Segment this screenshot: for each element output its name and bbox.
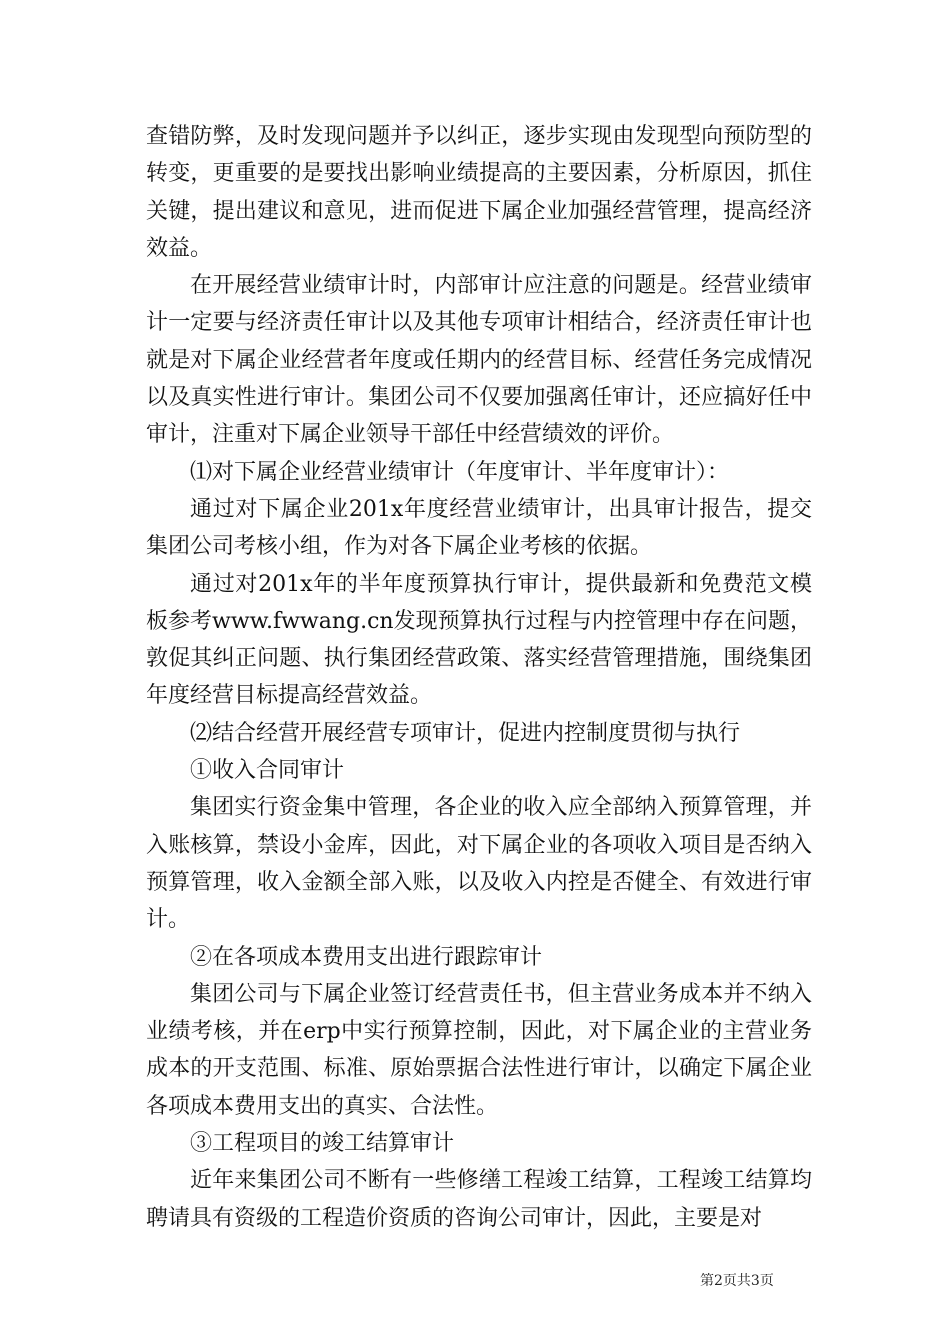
paragraph-project-settlement: 近年来集团公司不断有一些修缮工程竣工结算，工程竣工结算均聘请具有资级的工程造价资质的咨询公司审计，因此，主要是对	[146, 1168, 812, 1231]
paragraph-audit-issues: 在开展经营业绩审计时，内部审计应注意的问题是。经营业绩审计一定要与经济责任审计以及其他专项审计相结合，经济责任审计也就是对下属企业经营者年度或任期内的经营目标、经营任务完成情况以及真实性进行审计。集团公司不仅要加强离任审计，还应搞好任中审计，注重对下属企业领导干部任中经营绩效的评价。	[146, 273, 812, 448]
paragraph-half-year-audit: 通过对201x年的半年度预算执行审计，提供最新和免费范文模板参考www.fwwang.cn发现预算执行过程与内控管理中存在问题，敦促其纠正问题、执行集团经营政策、落实经营管理措施，围绕集团年度经营目标提高经营效益。	[146, 571, 812, 709]
paragraph-income-contract: 集团实行资金集中管理，各企业的收入应全部纳入预算管理，并入账核算，禁设小金库，因此，对下属企业的各项收入项目是否纳入预算管理，收入金额全部入账，以及收入内控是否健全、有效进行审计。	[146, 795, 812, 933]
paragraph-cost-tracking: 集团公司与下属企业签订经营责任书，但主营业务成本并不纳入业绩考核，并在erp中实行预算控制，因此，对下属企业的主营业务成本的开支范围、标准、原始票据合法性进行审计，以确定下属企业各项成本费用支出的真实、合法性。	[146, 981, 812, 1119]
document-body	[146, 118, 812, 1237]
subheading-income-contract: ①收入合同审计	[190, 758, 345, 784]
subheading-cost-tracking: ②在各项成本费用支出进行跟踪审计	[190, 944, 543, 970]
paragraph-annual-audit: 通过对下属企业201x年度经营业绩审计，出具审计报告，提交集团公司考核小组，作为对各下属企业考核的依据。	[146, 496, 812, 560]
paragraph-continuation: 查错防弊，及时发现问题并予以纠正，逐步实现由发现型向预防型的转变，更重要的是要找出影响业绩提高的主要因素，分析原因，抓住关键，提出建议和意见，进而促进下属企业加强经营管理，提高经济效益。	[146, 124, 812, 261]
subheading-project-settlement: ③工程项目的竣工结算审计	[190, 1131, 455, 1157]
section-heading-1: ⑴对下属企业经营业绩审计（年度审计、半年度审计）：	[190, 459, 730, 485]
section-heading-2: ⑵结合经营开展经营专项审计，促进内控制度贯彻与执行	[190, 720, 741, 746]
page-number-footer: 第2页共3页	[700, 1273, 774, 1289]
